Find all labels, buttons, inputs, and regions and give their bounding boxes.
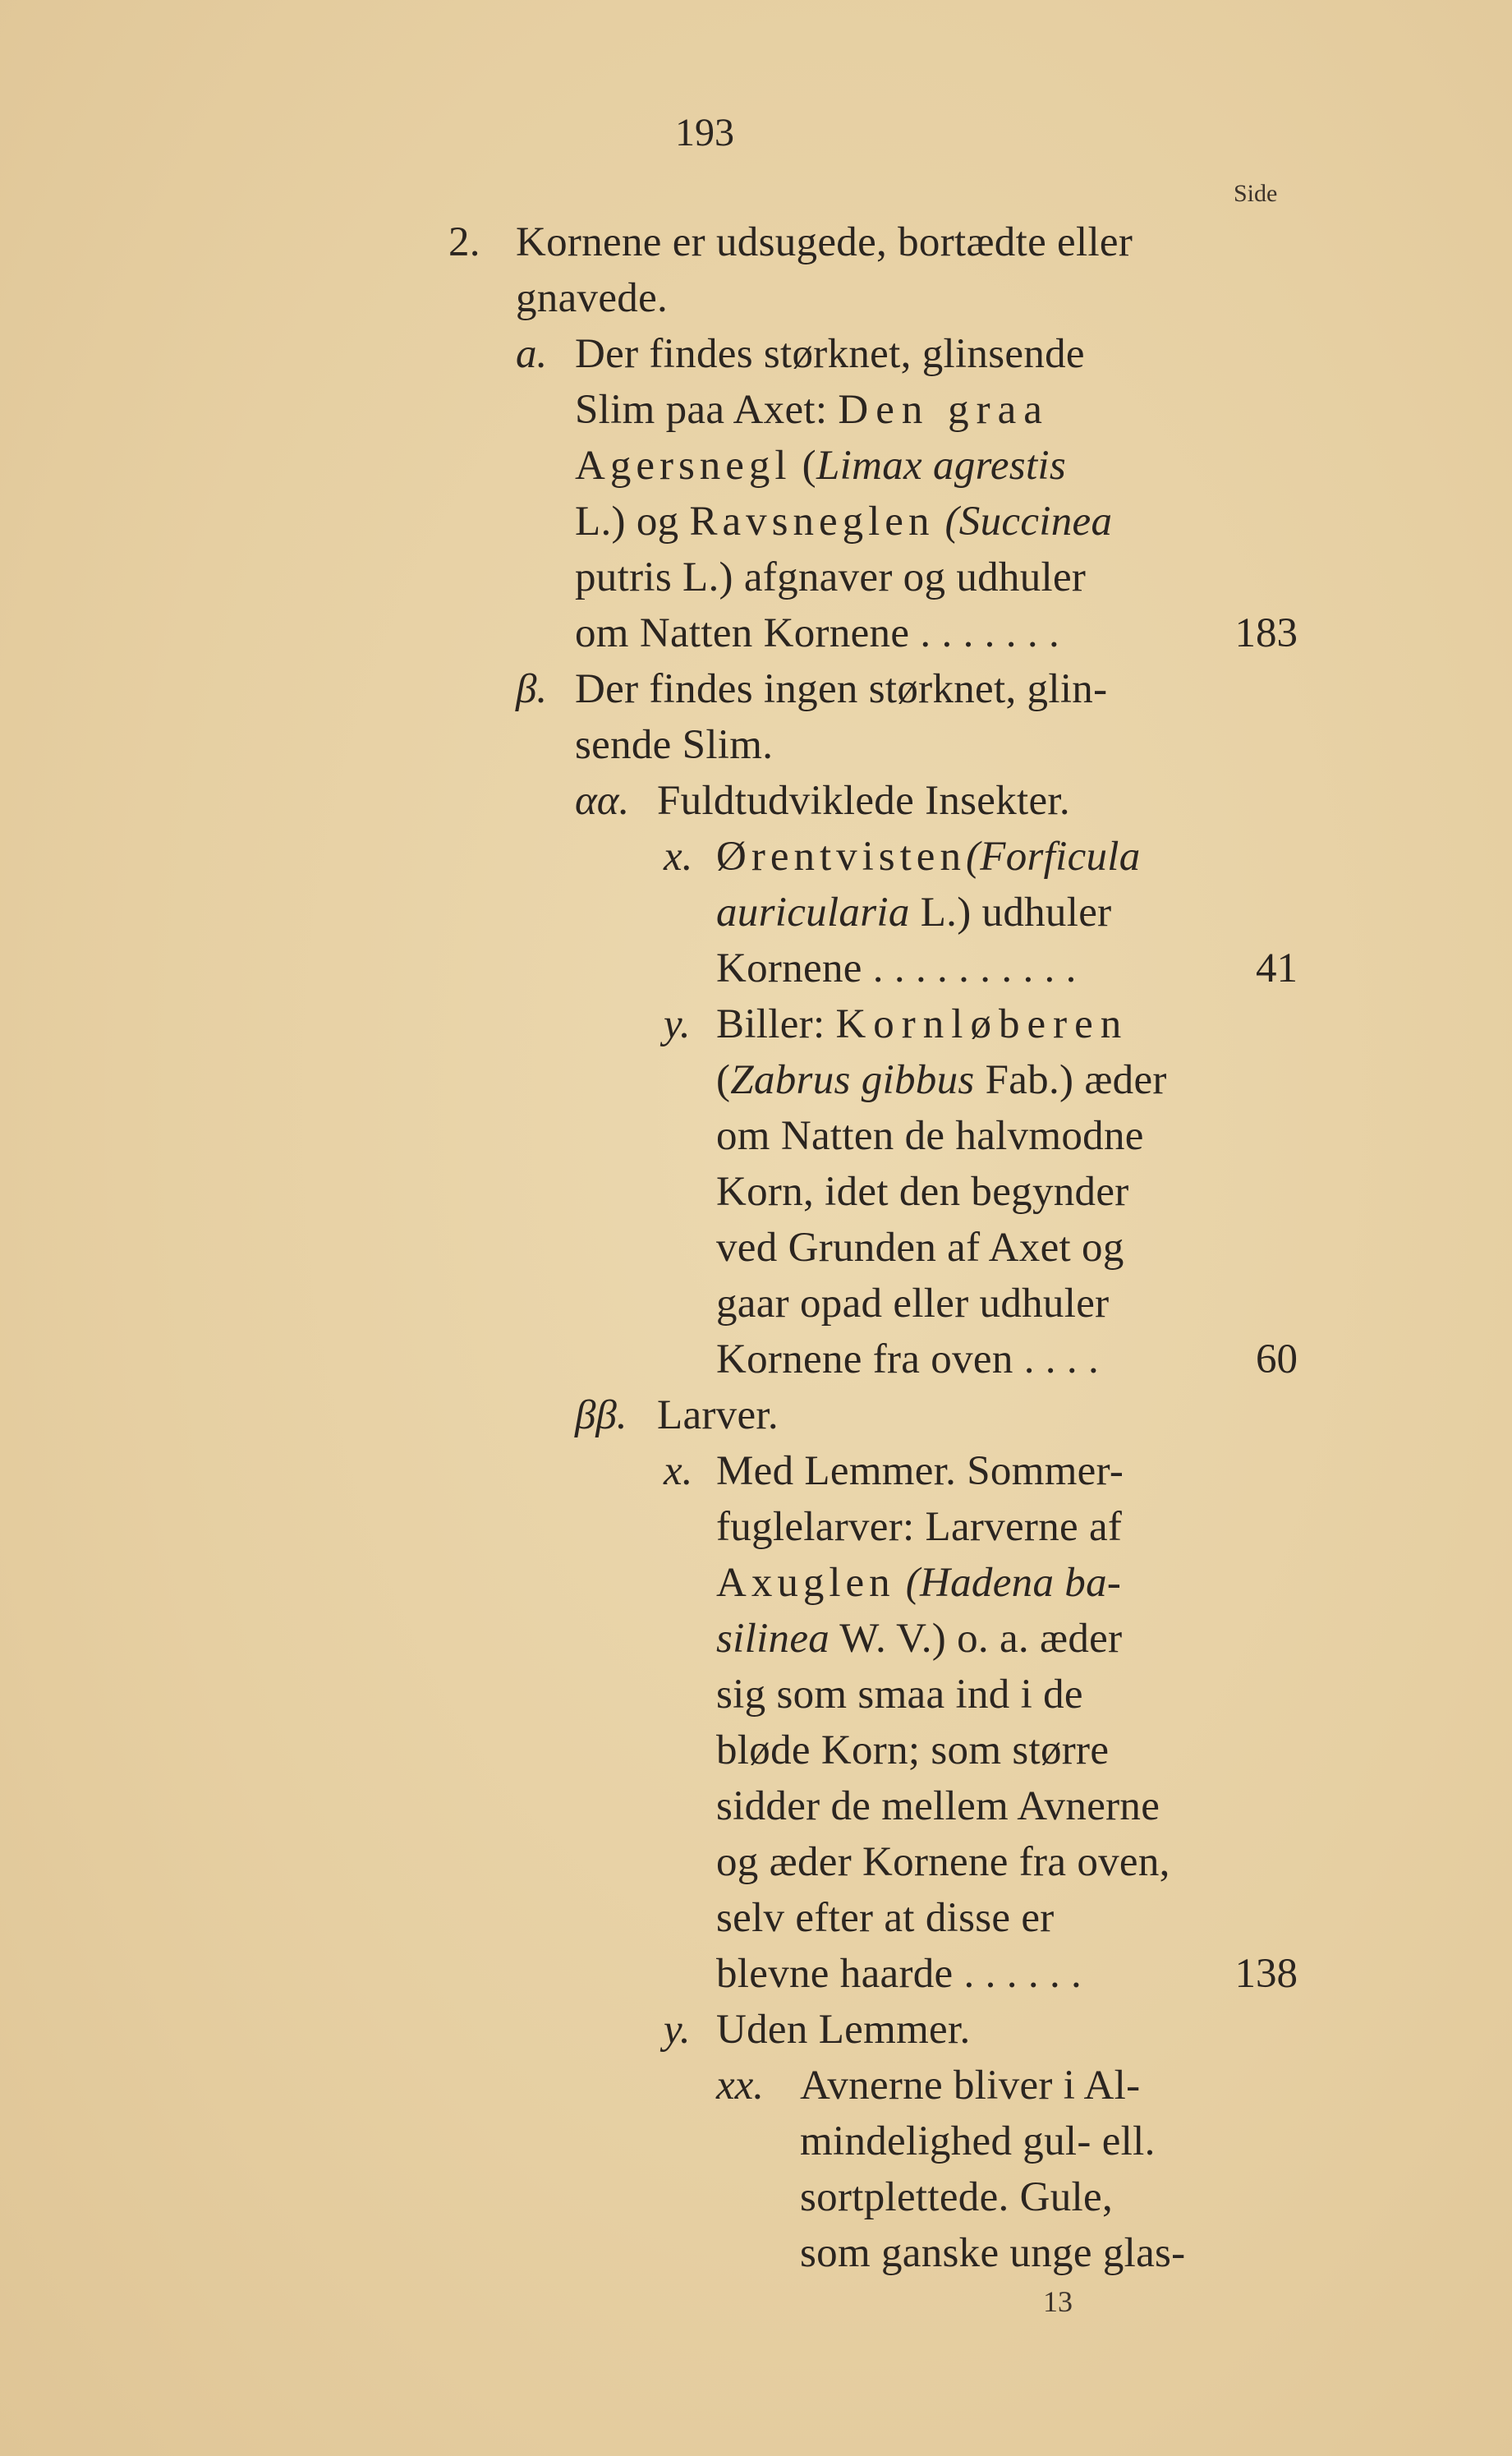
entry-x2-text: Med Lemmer. Sommer-	[716, 1448, 1124, 1494]
entry-xx-label: xx.	[716, 2063, 765, 2109]
entry-a-label: a.	[516, 331, 548, 377]
entry-x2-line9: selv efter at disse er	[716, 1895, 1055, 1941]
entry-x2-line6: bløde Korn; som større	[716, 1727, 1110, 1773]
entry-x2-line2: fuglelarver: Larverne af	[716, 1504, 1123, 1550]
entry-a-line6-text: om Natten Kornene	[575, 610, 910, 656]
page-ref-183: 183	[1234, 610, 1298, 656]
limax-name: (Limax agrestis	[802, 443, 1067, 489]
entry-y1-line5: ved Grunden af Axet og	[716, 1225, 1124, 1271]
ravsneglen-spaced: Ravsneglen	[689, 499, 935, 545]
entry-a-line4-text: L.) og	[575, 499, 690, 545]
dot-leader-183: . . . . . . .	[920, 610, 1060, 656]
entry-bb-text: Larver.	[657, 1392, 779, 1438]
page-ref-138: 138	[1234, 1951, 1298, 1997]
entry-a-line6	[575, 606, 1059, 660]
entry-x2-line10	[716, 1947, 1082, 2001]
page-number: 193	[675, 111, 734, 154]
silinea-name: silinea	[716, 1616, 830, 1662]
entry-x2-line5: sig som smaa ind i de	[716, 1672, 1083, 1718]
hadena-name: (Hadena ba-	[905, 1560, 1122, 1606]
succinea-name: (Succinea	[944, 499, 1113, 545]
entry-y1-line7-text: Kornene fra oven	[716, 1336, 1013, 1382]
entry-y1-label: y.	[664, 1001, 691, 1047]
page-ref-60: 60	[1256, 1336, 1298, 1382]
axuglen-spaced: Axuglen	[716, 1560, 895, 1606]
entry-2-text: Kornene er udsugede, bortædte eller	[516, 219, 1133, 265]
entry-y1-line3: om Natten de halvmodne	[716, 1113, 1144, 1159]
auricularia-name: auricularia	[716, 890, 910, 936]
entry-a-line2-text: Slim paa Axet:	[575, 387, 839, 433]
entry-y1-line4: Korn, idet den begynder	[716, 1169, 1129, 1215]
entry-x2-line10-text: blevne haarde	[716, 1951, 954, 1997]
dot-leader-60: . . . .	[1023, 1336, 1100, 1382]
entry-beta-text: Der findes ingen størknet, glin-	[575, 666, 1108, 712]
entry-y1-prefix: Biller:	[716, 1001, 836, 1047]
entry-xx-line4: som ganske unge glas-	[800, 2230, 1186, 2276]
forficula-name: (Forficula	[965, 834, 1141, 880]
zabrus-name: Zabrus gibbus	[730, 1057, 975, 1103]
entry-y1-line7	[716, 1332, 1099, 1387]
page-ref-41: 41	[1256, 945, 1298, 991]
entry-x2-label: x.	[664, 1448, 693, 1494]
entry-x1-line3-text: Kornene	[716, 945, 862, 991]
entry-beta-label: β.	[516, 666, 548, 712]
entry-xx-text: Avnerne bliver i Al-	[800, 2063, 1141, 2109]
entry-a-line2	[575, 383, 1050, 437]
entry-2-label: 2.	[448, 219, 480, 265]
signature-mark: 13	[1043, 2285, 1073, 2318]
entry-a-line5: putris L.) afgnaver og udhuler	[575, 554, 1087, 600]
agersnegl-spaced: Agersnegl	[575, 443, 792, 489]
entry-a-text: Der findes størknet, glinsende	[575, 331, 1085, 377]
entry-y1-line2: (Zabrus gibbus Fab.) æder	[716, 1057, 1167, 1103]
entry-x1-line3	[716, 941, 1077, 996]
entry-beta-cont: sende Slim.	[575, 722, 774, 768]
entry-x2-line8: og æder Kornene fra oven,	[716, 1839, 1170, 1885]
entry-x1-line2: auricularia L.) udhuler	[716, 890, 1112, 936]
entry-y1-line6: gaar opad eller udhuler	[716, 1281, 1110, 1327]
side-column-label: Side	[1234, 180, 1278, 207]
entry-2-cont: gnavede.	[516, 275, 669, 321]
entry-aa-label: αα.	[575, 778, 630, 824]
entry-bb-label: ββ.	[575, 1392, 627, 1438]
entry-x1-text	[716, 830, 1141, 884]
entry-x1-label: x.	[664, 834, 693, 880]
orentvisten-spaced: Ørentvisten	[716, 834, 966, 880]
entry-x2-line7: sidder de mellem Avnerne	[716, 1783, 1160, 1829]
entry-y2-label: y.	[664, 2007, 691, 2053]
entry-a-line3	[575, 439, 1066, 493]
entry-xx-line3: sortplettede. Gule,	[800, 2174, 1114, 2220]
kornloberen-spaced: Kornløberen	[835, 1001, 1129, 1047]
entry-x2-line4: silinea W. V.) o. a. æder	[716, 1616, 1123, 1662]
den-graa-spaced: Den graa	[838, 387, 1050, 433]
entry-y1-text	[716, 997, 1128, 1051]
dot-leader-41: . . . . . . . . . .	[872, 945, 1077, 991]
entry-aa-text: Fuldtudviklede Insekter.	[657, 778, 1070, 824]
entry-y2-text: Uden Lemmer.	[716, 2007, 971, 2053]
entry-a-line4	[575, 494, 1112, 549]
dot-leader-138: . . . . . .	[963, 1951, 1082, 1997]
entry-x2-line3	[716, 1556, 1121, 1610]
entry-xx-line2: mindelighed gul- ell.	[800, 2118, 1156, 2164]
